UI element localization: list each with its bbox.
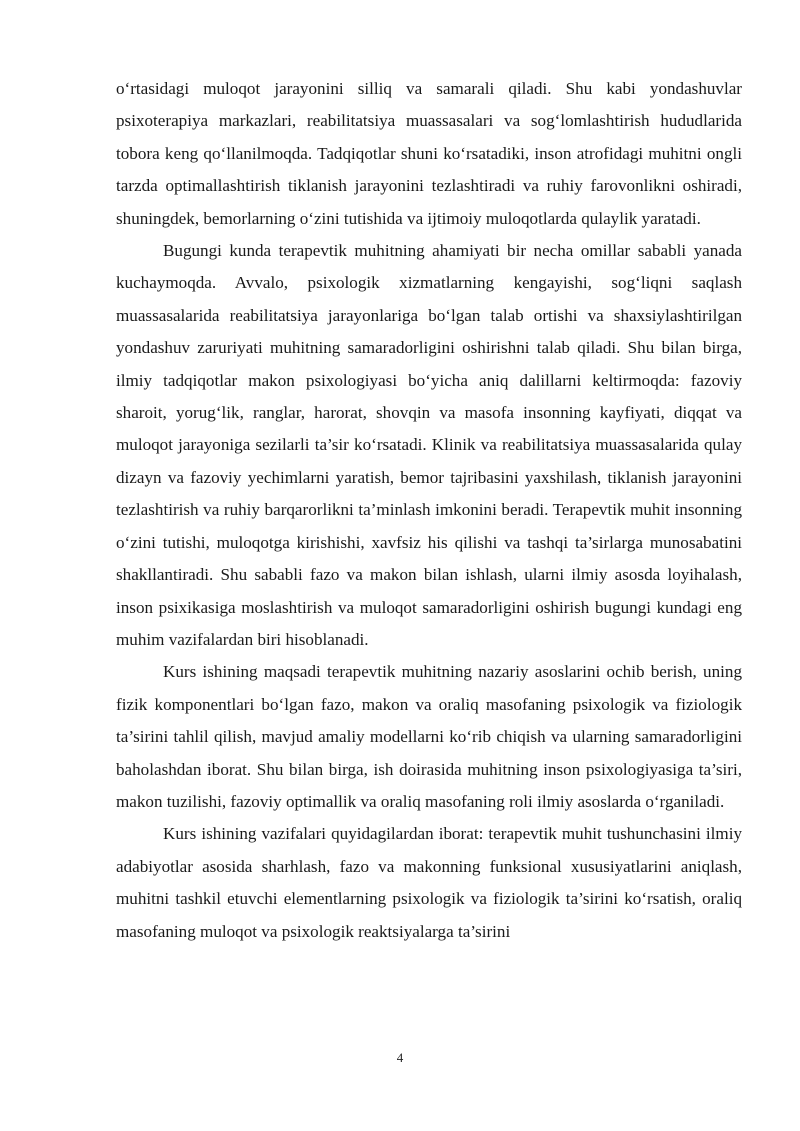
paragraph-tasks: Kurs ishining vazifalari quyidagilardan iborat: terapevtik muhit tushunchasini ilmiy adabiyotlar asosida sharhlash, fazo va makonning funksional xususiyatlarini aniqlash, muhitni tashkil etuvchi elementlarning psixologik va fiziologik ta’sirini ko‘rsatish, oraliq masofaning muloqot va psixologik reaktsiyalarga ta’sirini (116, 824, 742, 941)
paragraph-relevance: Bugungi kunda terapevtik muhitning ahamiyati bir necha omillar sababli yanada kuchaymoqda. Avvalo, psixologik xizmatlarning kengayishi, sog‘liqni saqlash muassasalarida reabilitatsiya jarayonlariga bo‘lgan talab ortishi va shaxsiylashtirilgan yondashuv zaruriyati muhitning samaradorligini oshirishni talab qiladi. Shu bilan birga, ilmiy tadqiqotlar makon psixologiyasi bo‘yicha aniq dalillarni keltirmoqda: fazoviy sharoit, yorug‘lik, ranglar, harorat, shovqin va masofa insonning kayfiyati, diqqat va muloqot jarayoniga sezilarli ta’sir ko‘rsatadi. Klinik va reabilitatsiya muassasalarida qulay dizayn va fazoviy yechimlarni yaratish, bemor tajribasini yaxshilash, tiklanish jarayonini tezlashtirish va ruhiy barqarorlikni ta’minlash imkonini beradi. Terapevtik muhit insonning o‘zini tutishi, muloqotga kirishishi, xavfsiz his qilishi va tashqi ta’sirlarga munosabatini shakllantiradi. Shu sababli fazo va makon bilan ishlash, ularni ilmiy asosda loyihalash, inson psixikasiga moslashtirish va muloqot samaradorligini oshirish bugungi kundagi eng muhim vazifalardan biri hisoblanadi. (116, 241, 742, 649)
document-body (116, 73, 742, 948)
page-number: 4 (396, 1050, 404, 1065)
paragraph-continuation: o‘rtasidagi muloqot jarayonini silliq va samarali qiladi. Shu kabi yondashuvlar psixoterapiya markazlari, reabilitatsiya muassasalari va sog‘lomlashtirish hududlarida tobora keng qo‘llanilmoqda. Tadqiqotlar shuni ko‘rsatadiki, inson atrofidagi muhitni ongli tarzda optimallashtirish tiklanish jarayonini tezlashtiradi va ruhiy farovonlikni oshiradi, shuningdek, bemorlarning o‘zini tutishida va ijtimoiy muloqotlarda qulaylik yaratadi. (116, 79, 742, 228)
paragraph-purpose: Kurs ishining maqsadi terapevtik muhitning nazariy asoslarini ochib berish, uning fizik komponentlari bo‘lgan fazo, makon va oraliq masofaning psixologik va fiziologik ta’sirini tahlil qilish, mavjud amaliy modellarni ko‘rib chiqish va ularning samaradorligini baholashdan iborat. Shu bilan birga, ish doirasida muhitning inson psixologiyasiga ta’siri, makon tuzilishi, fazoviy optimallik va oraliq masofaning roli ilmiy asoslarda o‘rganiladi. (116, 662, 742, 811)
